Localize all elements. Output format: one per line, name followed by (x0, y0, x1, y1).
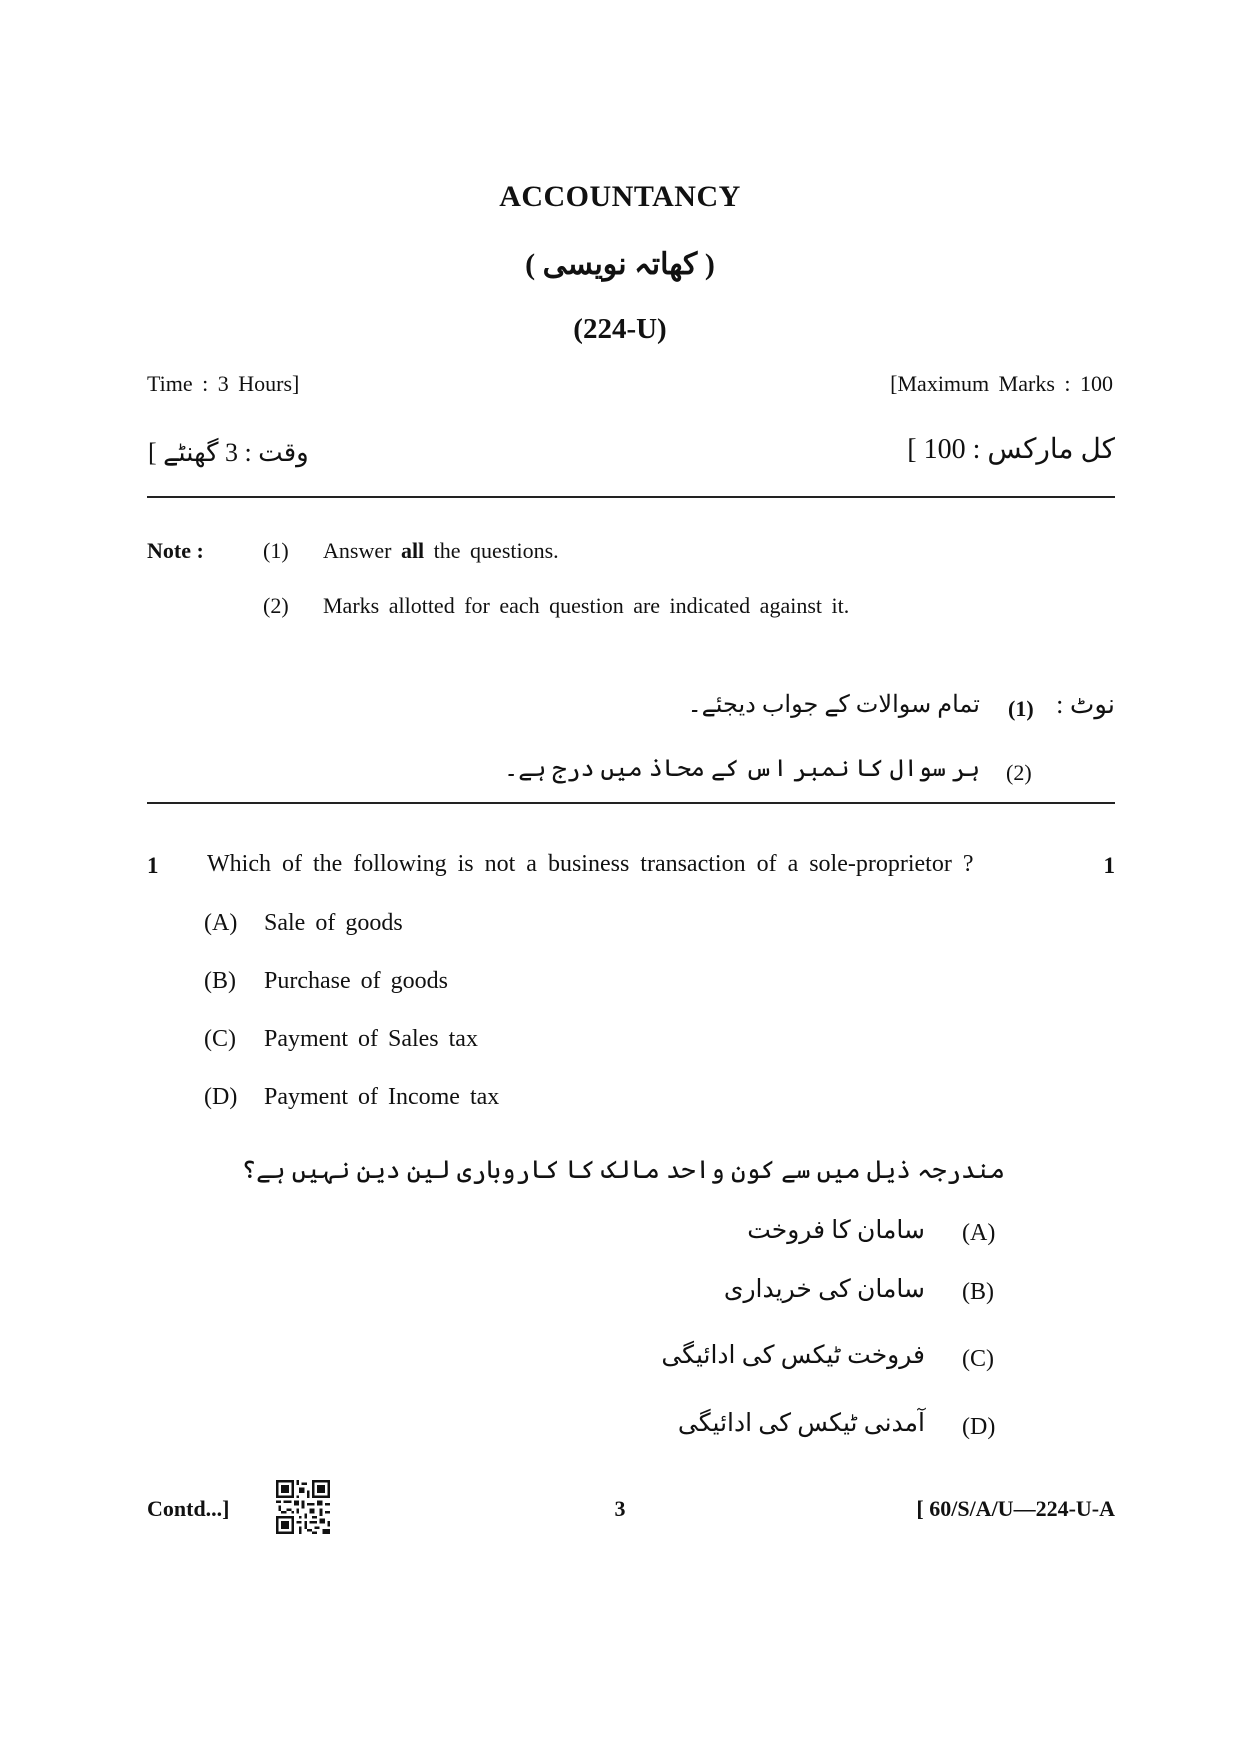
note-item-text-urdu: ہر سوال کا نمبر اس کے محاذ میں درج ہے۔ (504, 756, 980, 782)
question-marks: 1 (1103, 853, 1115, 878)
option-letter: (D) (204, 1084, 238, 1110)
option-letter-urdu: (C) (962, 1346, 994, 1372)
option-text: Payment of Sales tax (264, 1026, 478, 1052)
note-label-urdu: نوٹ : (1056, 690, 1115, 719)
note-item-emphasis: all (400, 538, 425, 563)
note-item-number-urdu: (2) (1006, 760, 1032, 785)
subject-code: (224-U) (573, 313, 667, 345)
header-divider (147, 496, 1115, 498)
question-number: 1 (147, 853, 159, 878)
note-item-number: (2) (263, 593, 289, 618)
max-marks-label: [Maximum Marks : 100 (890, 371, 1113, 396)
option-letter-urdu: (B) (962, 1279, 994, 1305)
note-item-text: Marks allotted for each question are indicated against it. (323, 593, 850, 618)
page-number: 3 (614, 1496, 626, 1521)
option-letter: (A) (204, 910, 238, 936)
note-item-text-urdu: تمام سوالات کے جواب دیجئے۔ (687, 692, 980, 718)
option-text-urdu: فروخت ٹیکس کی ادائیگی (661, 1342, 925, 1369)
contd-label: Contd...] (147, 1496, 230, 1521)
option-letter-urdu: (D) (962, 1414, 996, 1440)
note-label: Note : (147, 538, 204, 563)
note-item-number-urdu: (1) (1008, 696, 1034, 721)
time-label: Time : 3 Hours] (147, 371, 300, 396)
option-text: Sale of goods (264, 910, 403, 936)
max-marks-label-urdu: کل مارکس : 100 ] (907, 434, 1115, 465)
time-label-urdu: وقت : 3 گھنٹے ] (148, 438, 309, 467)
notes-divider (147, 802, 1115, 804)
option-text-urdu: سامان کی خریداری (723, 1276, 925, 1303)
option-letter-urdu: (A) (962, 1220, 996, 1246)
note-item-text (323, 538, 559, 564)
question-text: Which of the following is not a business transaction of a sole-proprietor ? (207, 851, 974, 877)
paper-code: [ 60/S/A/U—224-U-A (916, 1496, 1115, 1521)
note-item-suffix: the questions. (424, 538, 559, 563)
option-letter: (B) (204, 968, 236, 994)
option-text-urdu: آمدنی ٹیکس کی ادائیگی (677, 1410, 925, 1437)
paper-title: ACCOUNTANCY (499, 180, 741, 213)
option-text-urdu: سامان کا فروخت (747, 1217, 925, 1244)
note-item-number: (1) (263, 538, 289, 563)
note-item-prefix: Answer (323, 538, 401, 563)
question-text-urdu: مندرجہ ذیل میں سے کون واحد مالک کا کاروباری لین دین نہیں ہے؟ (241, 1157, 1005, 1184)
option-text: Payment of Income tax (264, 1084, 500, 1110)
option-text: Purchase of goods (264, 968, 448, 994)
paper-title-urdu: ( کھاتہ نویسی ) (525, 248, 715, 281)
option-letter: (C) (204, 1026, 236, 1052)
